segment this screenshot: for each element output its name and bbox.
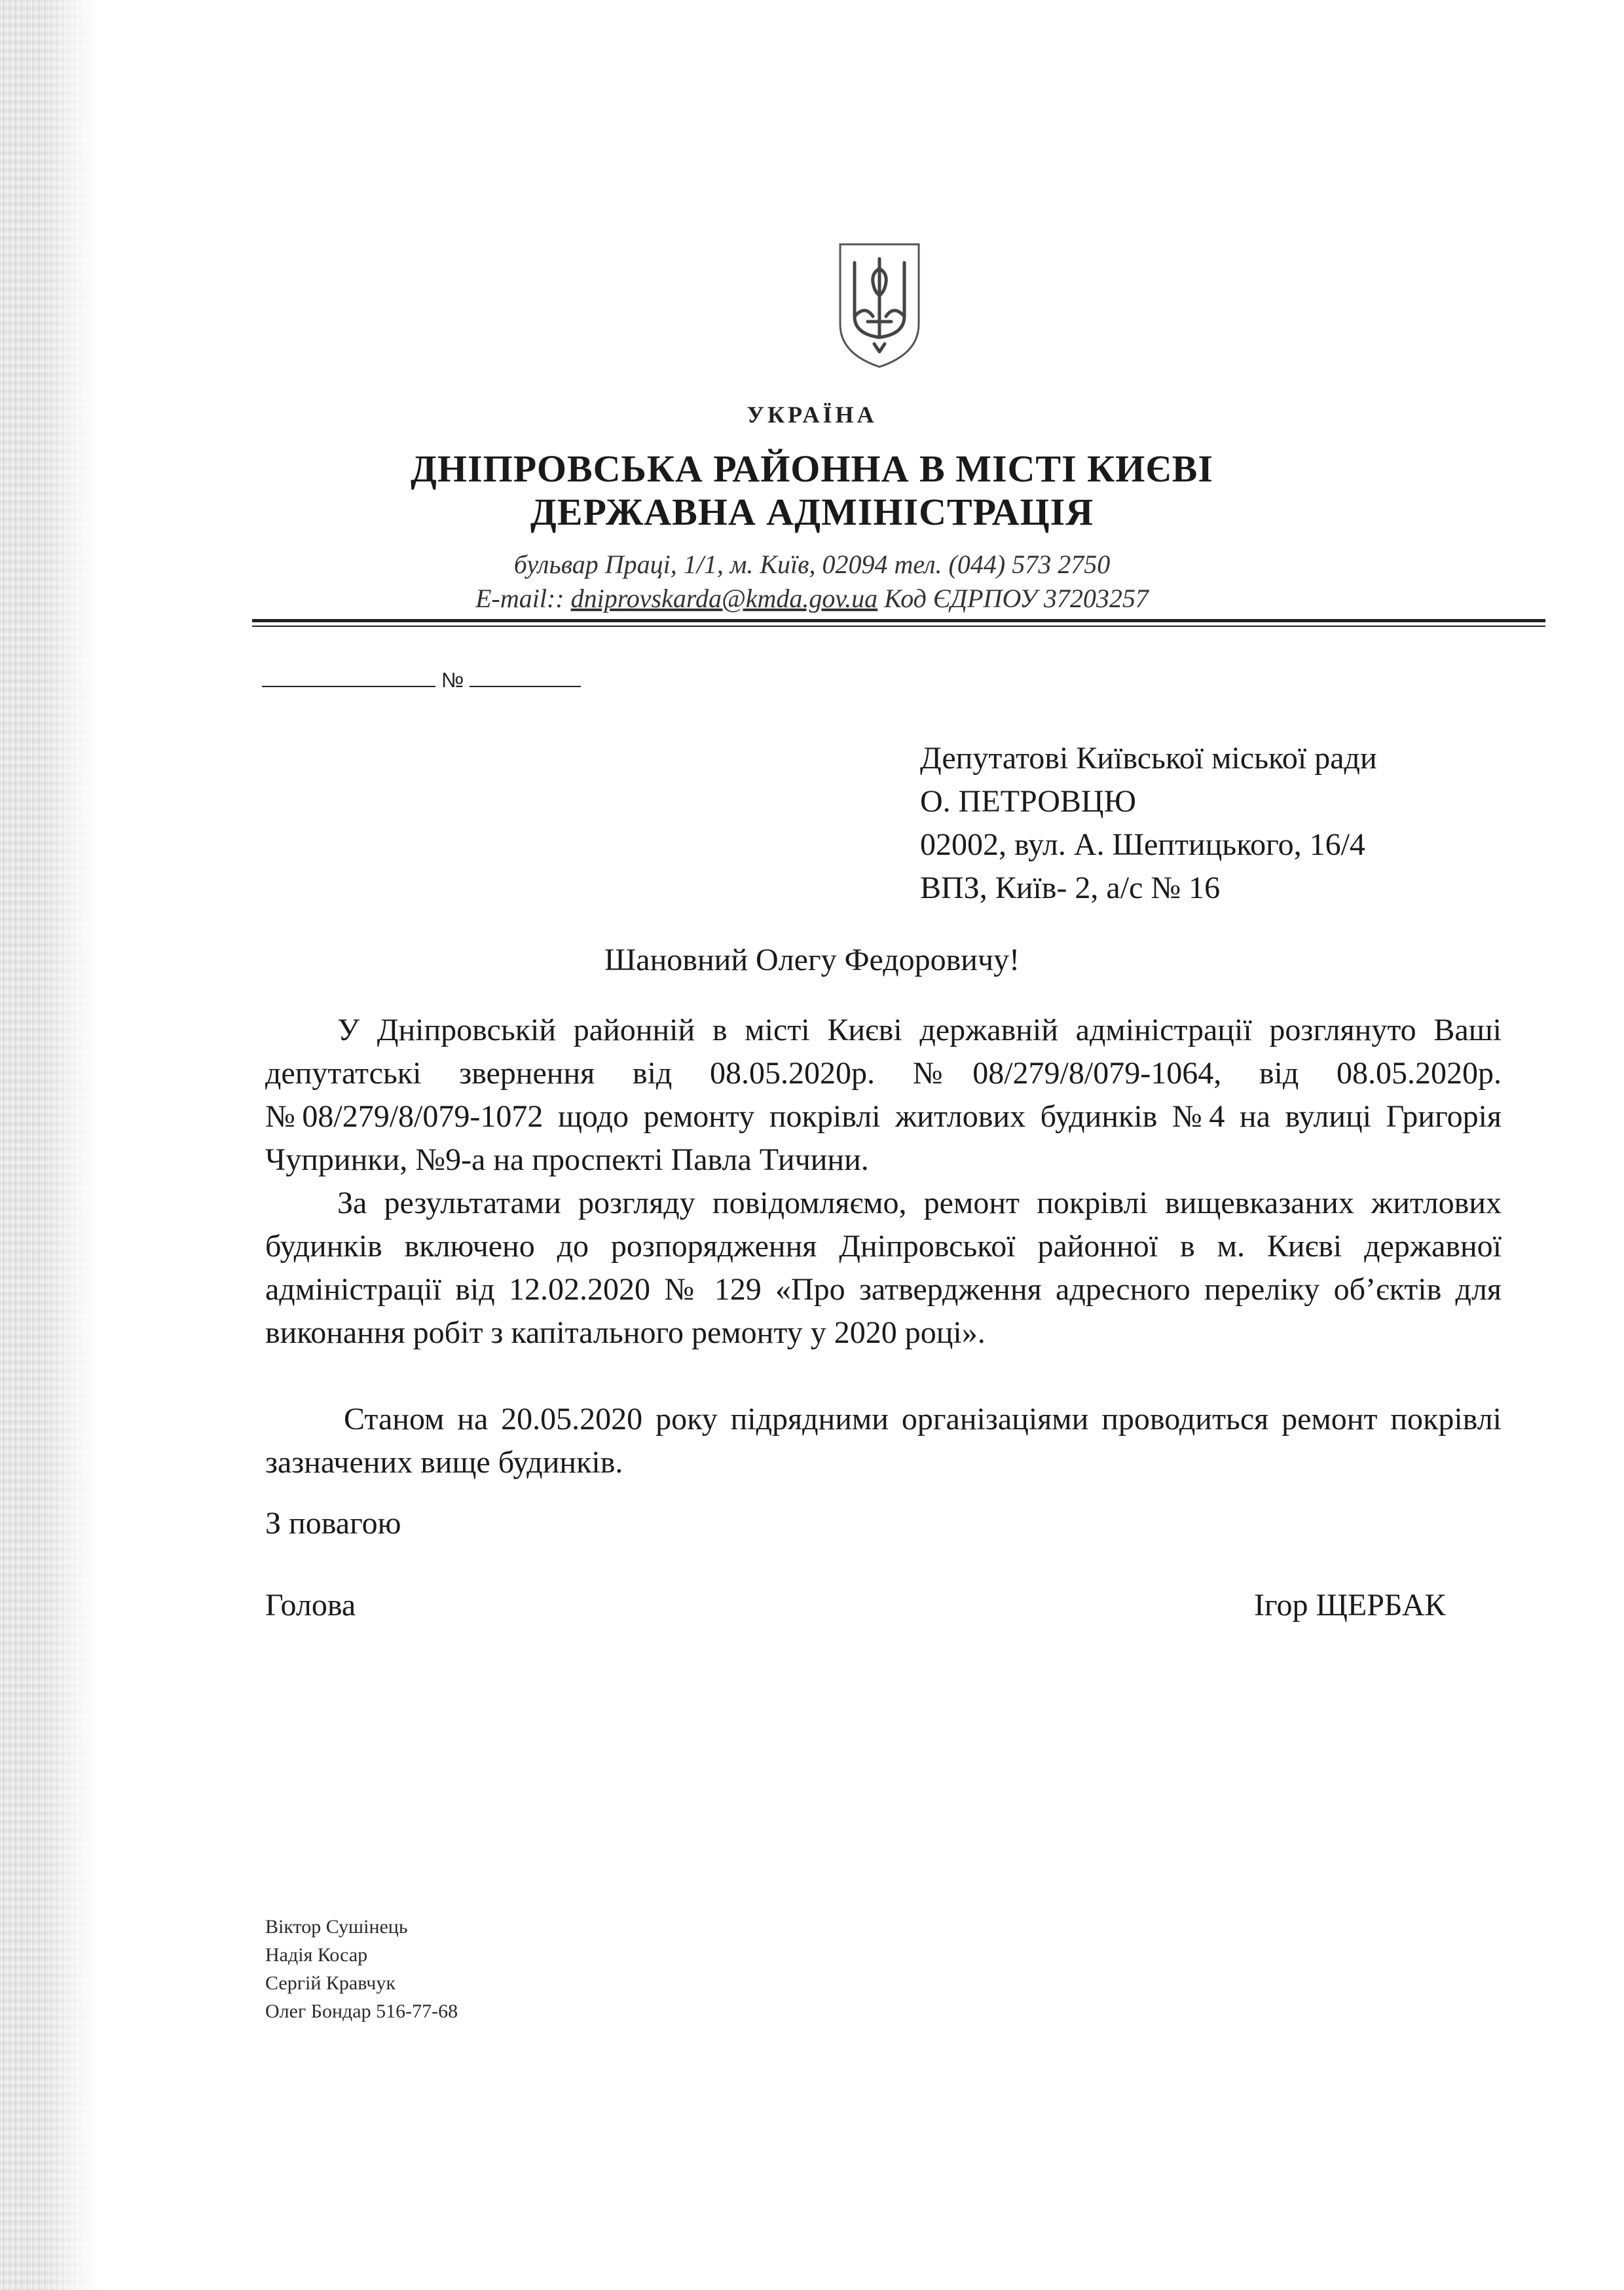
registration-number-blank [470,686,581,687]
executor-contact: Надія Косар [265,1944,368,1966]
executor-contact: Віктор Сушінець [265,1916,408,1938]
registration-line [262,668,581,692]
signatory-name: Ігор ЩЕРБАК [1254,1588,1446,1623]
signatory-position: Голова [265,1588,356,1623]
body-paragraph: За результатами розгляду повідомляємо, ремонт покрівлі вищевказаних житлових будинків включено до розпорядження Дніпровської районної в м. Києві державної адміністрації від 12.02.2020 № 129 «Про затвердження адресного переліку об’єктів для виконання робіт з капітального ремонту у 2020 році». [265,1186,1502,1350]
closing-phrase: З повагою [265,1506,401,1541]
coat-of-arms-trident-icon [834,239,925,370]
email-link[interactable]: dniprovskarda@kmda.gov.ua [570,584,878,613]
scan-edge-shadow [0,0,98,2290]
executor-contact: Сергій Кравчук [265,1972,396,1994]
executor-contact: Олег Бондар 516-77-68 [265,2000,458,2022]
recipient-name: О. ПЕТРОВЦЮ [920,784,1136,819]
recipient-postbox: ВПЗ, Київ- 2, а/с № 16 [920,871,1221,905]
organization-contacts [0,583,1624,614]
recipient-address: 02002, вул. А. Шептицького, 16/4 [920,827,1365,862]
country-title: УКРАЇНА [747,402,877,428]
organization-name-line-1: ДНІПРОВСЬКА РАЙОННА В МІСТІ КИЄВІ [411,447,1213,490]
body-paragraph: Станом на 20.05.2020 року підрядними організаціями проводиться ремонт покрівлі зазначених вище будинків. [265,1402,1502,1480]
edrpou-code: Код ЄДРПОУ 37203257 [884,584,1149,613]
header-divider [252,619,1545,622]
email-label: E-mail:: [475,584,564,613]
salutation: Шановний Олегу Федоровичу! [604,943,1020,977]
body-paragraph: У Дніпровській районній в місті Києві державній адміністрації розглянуто Ваші депутатські звернення від 08.05.2020р. №08/279/8/079-1064, від 08.05.2020р. №08/279/8/079-1072 щодо ремонту покрівлі житлових будинків №4 на вулиці Григорія Чупринки, №9-а на проспекті Павла Тичини. [265,1013,1502,1177]
organization-name-line-2: ДЕРЖАВНА АДМІНІСТРАЦІЯ [530,491,1094,533]
organization-address: бульвар Праці, 1/1, м. Київ, 02094 тел. (044) 573 2750 [513,550,1111,579]
number-sign: № [441,668,464,692]
recipient-title: Депутатові Київської міської ради [920,741,1377,776]
registration-date-blank [262,686,435,687]
header-divider-thin [252,626,1545,627]
